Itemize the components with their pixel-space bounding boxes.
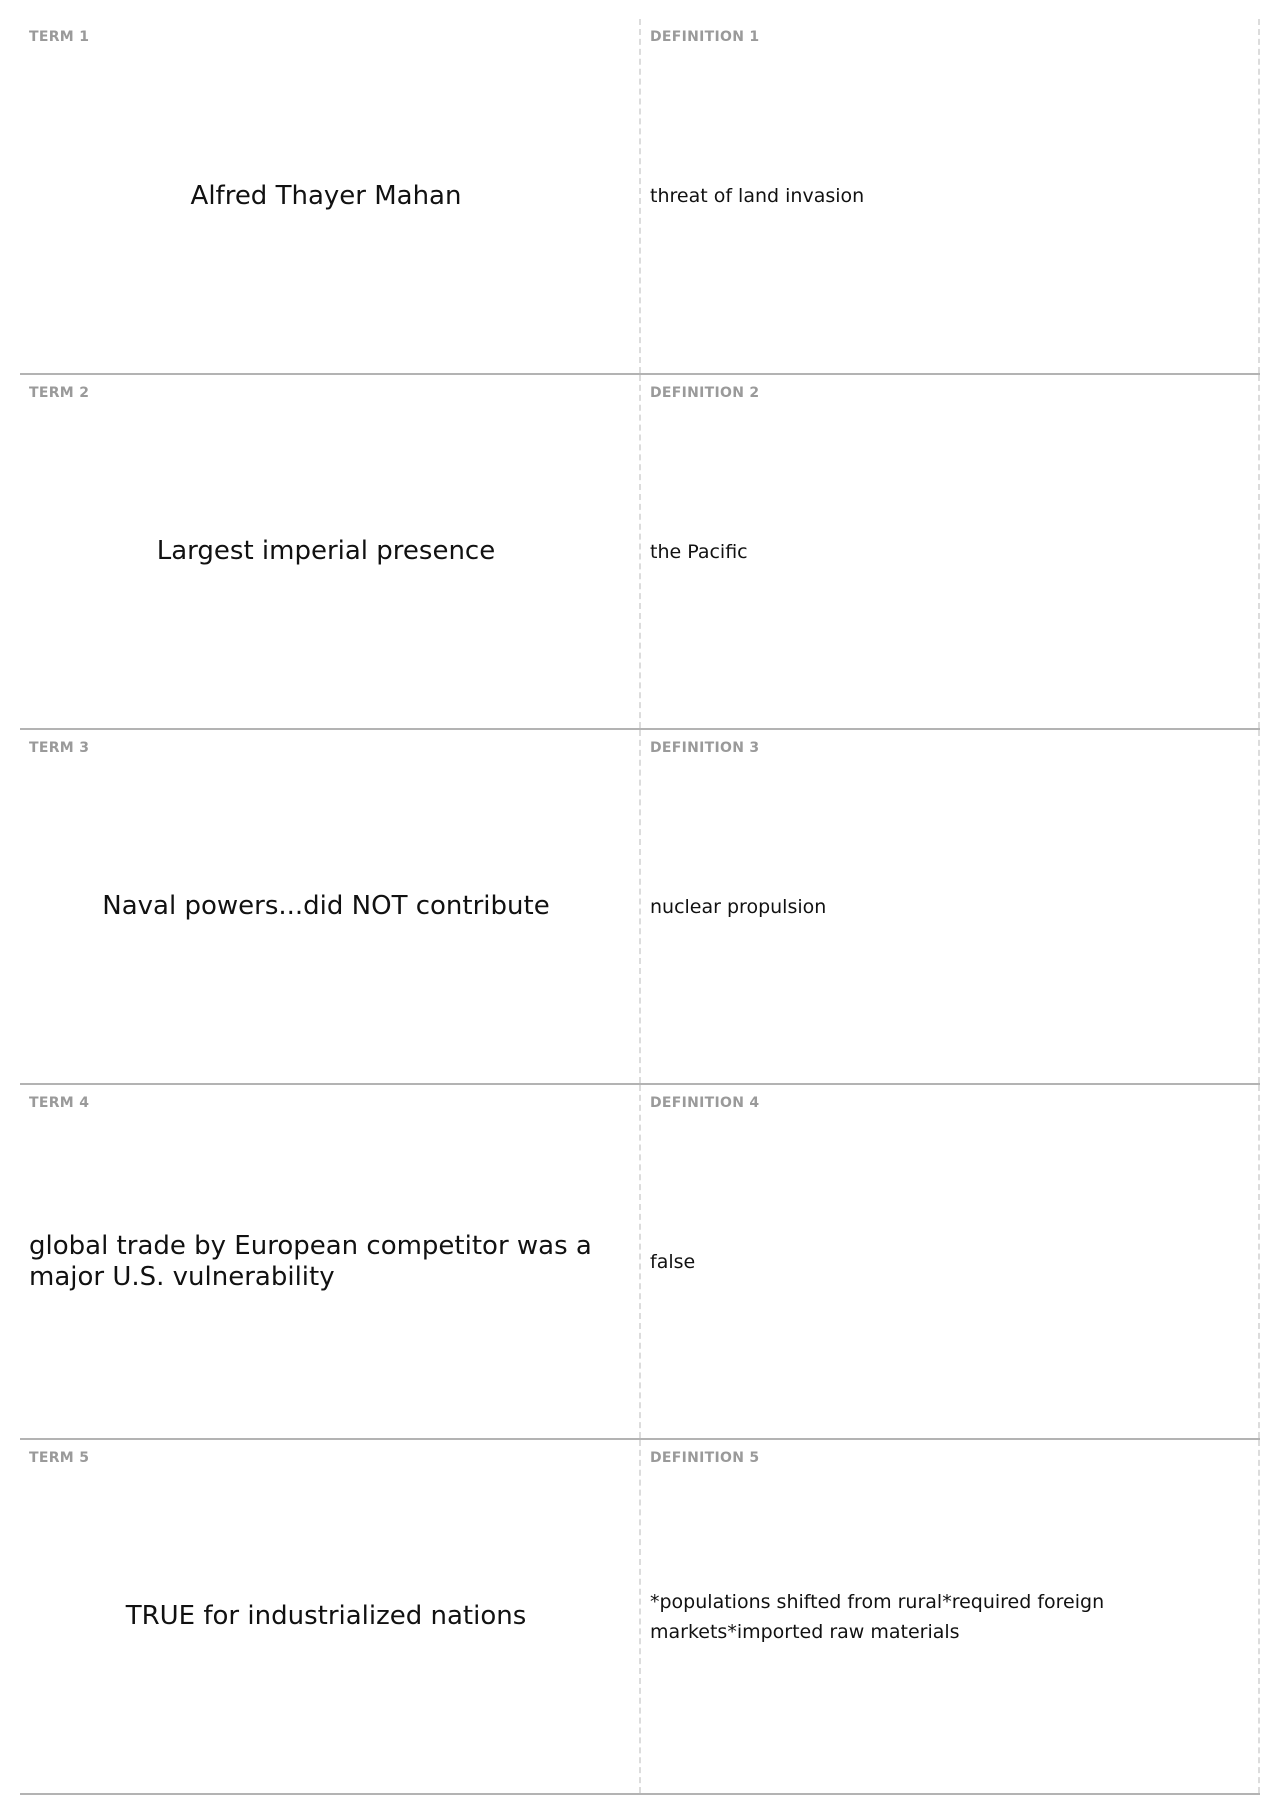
definition-label: DEFINITION 2 — [650, 385, 760, 401]
definition-cell — [641, 1085, 1260, 1438]
term-cell — [20, 19, 641, 373]
term-text: TRUE for industrialized nations — [125, 1601, 527, 1631]
definition-text: nuclear propulsion — [650, 895, 827, 918]
definition-cell — [641, 19, 1260, 373]
term-text: Largest imperial presence — [156, 536, 496, 566]
definition-cell — [641, 1440, 1260, 1793]
term-text: Naval powers...did NOT contribute — [102, 891, 550, 921]
term-cell — [20, 730, 641, 1083]
term-label: TERM 3 — [29, 740, 90, 756]
term-label: TERM 1 — [29, 29, 90, 45]
definition-label: DEFINITION 1 — [650, 29, 760, 45]
flashcard-row — [20, 1440, 1260, 1795]
term-cell — [20, 1440, 641, 1793]
flashcard-row — [20, 1085, 1260, 1440]
term-label: TERM 2 — [29, 385, 90, 401]
term-label: TERM 4 — [29, 1095, 90, 1111]
term-cell — [20, 1085, 641, 1438]
definition-text: threat of land invasion — [650, 185, 865, 207]
definition-label: DEFINITION 3 — [650, 740, 760, 756]
term-text: Alfred Thayer Mahan — [190, 180, 462, 211]
term-label: TERM 5 — [29, 1450, 90, 1466]
flashcard-row — [20, 730, 1260, 1085]
flashcard-row — [20, 375, 1260, 730]
definition-cell — [641, 375, 1260, 728]
definition-text: the Pacific — [650, 540, 748, 563]
definition-text: *populations shifted from rural*required foreign markets*imported raw materials — [650, 1590, 1105, 1643]
flashcard-sheet — [20, 19, 1260, 1795]
term-cell — [20, 375, 641, 728]
definition-label: DEFINITION 5 — [650, 1450, 760, 1466]
definition-cell — [641, 730, 1260, 1083]
definition-label: DEFINITION 4 — [650, 1095, 760, 1111]
term-text: global trade by European competitor was a major U.S. vulnerability — [29, 1230, 592, 1292]
definition-text: false — [650, 1250, 696, 1273]
flashcard-row — [20, 19, 1260, 375]
